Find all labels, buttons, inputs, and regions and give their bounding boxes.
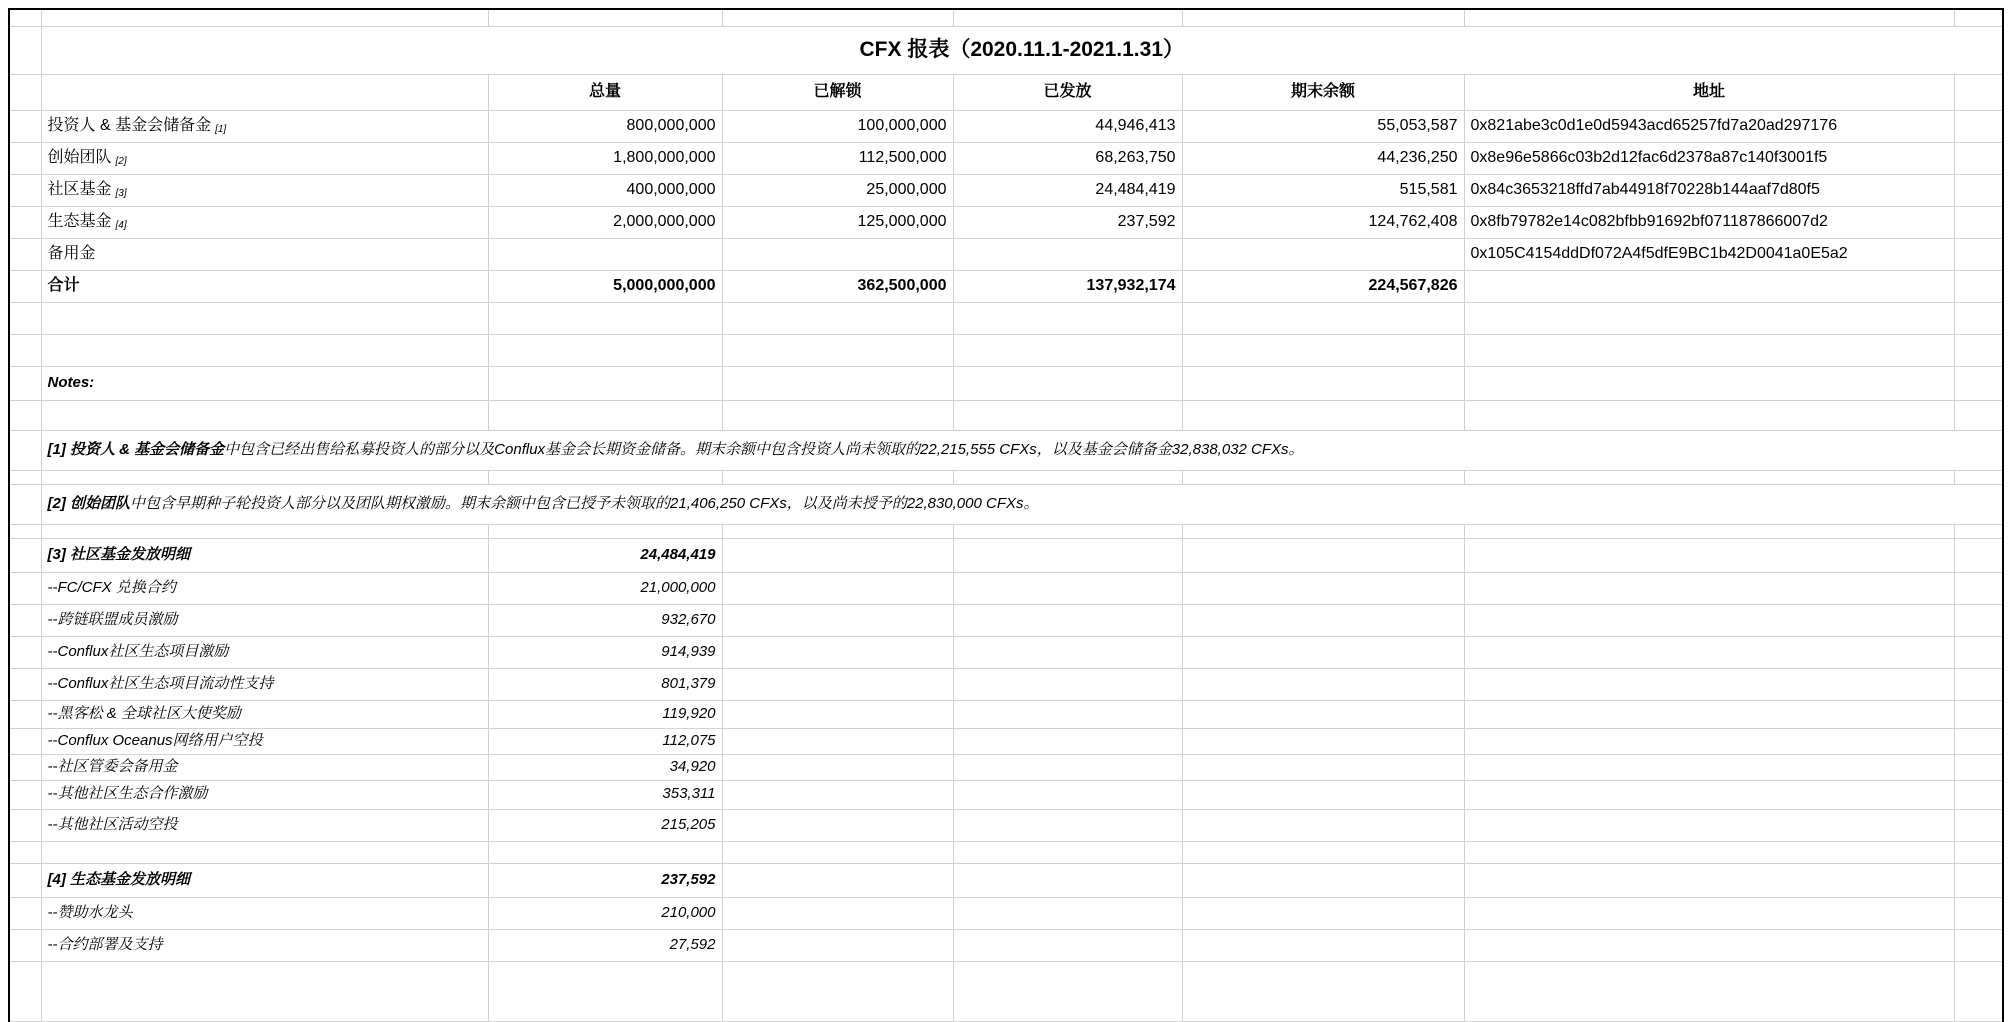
grid-cell [488, 366, 722, 400]
grid-cell [488, 470, 722, 484]
table-row [10, 206, 2002, 238]
grid-cell [1954, 10, 2002, 26]
grid-cell [1954, 174, 2002, 206]
grid-cell [10, 841, 41, 863]
grid-cell [1464, 470, 1954, 484]
grid-cell [1954, 897, 2002, 929]
footnote-marker: [4] [115, 220, 127, 232]
grid-cell [722, 10, 953, 26]
grid-cell [488, 400, 722, 430]
detail-value: 112,075 [488, 728, 722, 754]
grid-cell [722, 334, 953, 366]
page-title: CFX 报表（2020.11.1-2021.1.31） [41, 26, 2002, 74]
grid-cell [722, 538, 953, 572]
footnote-bold-prefix: [1] 投资人 & 基金会储备金 [47, 440, 225, 458]
detail-row [10, 604, 2002, 636]
empty-row [10, 524, 2002, 538]
grid-cell [41, 841, 488, 863]
grid-cell [10, 604, 41, 636]
ending-balance-cell: 55,053,587 [1182, 110, 1464, 142]
grid-cell [41, 524, 488, 538]
grid-cell [953, 668, 1182, 700]
detail-row [10, 572, 2002, 604]
grid-cell [953, 400, 1182, 430]
grid-cell [953, 780, 1182, 809]
detail-row [10, 700, 2002, 728]
grid-cell [1182, 538, 1464, 572]
grid-cell [953, 538, 1182, 572]
grid-cell [1954, 334, 2002, 366]
grid-cell [953, 929, 1182, 961]
released-cell: 237,592 [953, 206, 1182, 238]
grid-cell [1182, 524, 1464, 538]
detail-label: --其他社区活动空投 [41, 809, 488, 841]
grid-cell [1182, 572, 1464, 604]
grid-cell [1954, 238, 2002, 270]
grid-cell [953, 863, 1182, 897]
grid-cell [953, 809, 1182, 841]
grid-cell [10, 430, 41, 470]
detail-row [10, 780, 2002, 809]
total-row [10, 270, 2002, 302]
grid-cell [1954, 604, 2002, 636]
grid-cell [722, 863, 953, 897]
section-total: 24,484,419 [488, 538, 722, 572]
grid-cell [1954, 961, 2002, 1021]
row-label-cell [41, 206, 488, 238]
grid-cell [1182, 863, 1464, 897]
title-row [10, 26, 2002, 74]
detail-row [10, 897, 2002, 929]
detail-value: 21,000,000 [488, 572, 722, 604]
grid-cell [953, 572, 1182, 604]
grid-cell [10, 668, 41, 700]
grid-cell [722, 809, 953, 841]
grid-cell [1954, 636, 2002, 668]
grid-cell [722, 366, 953, 400]
grid-cell [10, 863, 41, 897]
released-cell: 24,484,419 [953, 174, 1182, 206]
grid-cell [1464, 366, 1954, 400]
grid-cell [1464, 572, 1954, 604]
grid-cell [1464, 400, 1954, 430]
grid-cell [1464, 524, 1954, 538]
footnote-bold-prefix: [2] 创始团队 [47, 494, 131, 512]
grid-cell [10, 400, 41, 430]
row-label-cell [41, 270, 488, 302]
detail-label: --Conflux社区生态项目流动性支持 [41, 668, 488, 700]
grid-cell [10, 754, 41, 780]
table-row [10, 110, 2002, 142]
grid-cell [10, 538, 41, 572]
grid-cell [1954, 754, 2002, 780]
grid-cell [10, 572, 41, 604]
report-table [10, 10, 2002, 1022]
grid-cell [41, 74, 488, 110]
grid-cell [1182, 470, 1464, 484]
grid-cell [722, 668, 953, 700]
grid-cell [10, 470, 41, 484]
grid-cell [1182, 334, 1464, 366]
grid-cell [10, 484, 41, 524]
section-header-row [10, 538, 2002, 572]
grid-cell [10, 26, 41, 74]
grid-cell [953, 334, 1182, 366]
grid-cell [953, 841, 1182, 863]
grid-cell [1182, 929, 1464, 961]
grid-cell [10, 366, 41, 400]
grid-cell [953, 10, 1182, 26]
grid-cell [1464, 841, 1954, 863]
grid-cell [10, 700, 41, 728]
detail-row [10, 929, 2002, 961]
table-row [10, 142, 2002, 174]
detail-label: --赞助水龙头 [41, 897, 488, 929]
grid-cell [1182, 897, 1464, 929]
grid-cell [488, 334, 722, 366]
spreadsheet [8, 8, 2004, 1022]
grid-cell [1954, 728, 2002, 754]
grid-cell [722, 302, 953, 334]
grid-cell [10, 809, 41, 841]
empty-row [10, 841, 2002, 863]
detail-value: 932,670 [488, 604, 722, 636]
grid-cell [488, 10, 722, 26]
footnote-1 [41, 430, 2002, 470]
unlocked-cell: 25,000,000 [722, 174, 953, 206]
detail-row [10, 809, 2002, 841]
grid-cell [1954, 780, 2002, 809]
grid-cell [1182, 728, 1464, 754]
grid-cell [1464, 809, 1954, 841]
grid-cell [1954, 841, 2002, 863]
released-cell: 137,932,174 [953, 270, 1182, 302]
footnote-row [10, 430, 2002, 470]
grid-cell [488, 841, 722, 863]
grid-cell [1954, 524, 2002, 538]
grid-cell [1954, 142, 2002, 174]
grid-cell [953, 897, 1182, 929]
section-header: [3] 社区基金发放明细 [41, 538, 488, 572]
total-cell: 1,800,000,000 [488, 142, 722, 174]
grid-cell [41, 302, 488, 334]
detail-row [10, 728, 2002, 754]
grid-cell [722, 841, 953, 863]
detail-label: --其他社区生态合作激励 [41, 780, 488, 809]
grid-cell [953, 700, 1182, 728]
empty-row [10, 470, 2002, 484]
grid-cell [1182, 302, 1464, 334]
grid-cell [1464, 604, 1954, 636]
grid-cell [1464, 754, 1954, 780]
detail-label: --合约部署及支持 [41, 929, 488, 961]
grid-cell [41, 334, 488, 366]
grid-cell [488, 524, 722, 538]
row-label: 社区基金 [47, 181, 112, 199]
grid-cell [1182, 604, 1464, 636]
ending-balance-cell: 124,762,408 [1182, 206, 1464, 238]
footnote-text: 中包含已经出售给私募投资人的部分以及Conflux基金会长期资金储备。期末余额中包含投资人尚未领取的22,215,555 CFXs，以及基金会储备金32,838,032 CFXs。 [224, 440, 1304, 458]
detail-row [10, 636, 2002, 668]
col-header-total: 总量 [488, 74, 722, 110]
grid-cell [10, 174, 41, 206]
total-cell: 5,000,000,000 [488, 270, 722, 302]
released-cell: 68,263,750 [953, 142, 1182, 174]
grid-cell [953, 604, 1182, 636]
grid-cell [1464, 961, 1954, 1021]
grid-cell [10, 206, 41, 238]
grid-cell [1464, 334, 1954, 366]
grid-cell [10, 74, 41, 110]
grid-cell [1464, 929, 1954, 961]
row-label: 创始团队 [47, 149, 112, 167]
grid-cell [10, 334, 41, 366]
grid-cell [1954, 929, 2002, 961]
grid-cell [1954, 863, 2002, 897]
grid-cell [1954, 400, 2002, 430]
unlocked-cell: 362,500,000 [722, 270, 953, 302]
empty-row [10, 961, 2002, 1021]
grid-cell [1954, 668, 2002, 700]
grid-cell [722, 700, 953, 728]
grid-cell [1182, 10, 1464, 26]
row-label-cell [41, 142, 488, 174]
detail-value: 27,592 [488, 929, 722, 961]
unlocked-cell: 100,000,000 [722, 110, 953, 142]
grid-cell [488, 961, 722, 1021]
grid-cell [1182, 366, 1464, 400]
footnote-row [10, 484, 2002, 524]
grid-cell [1464, 780, 1954, 809]
grid-cell [722, 524, 953, 538]
section-header: [4] 生态基金发放明细 [41, 863, 488, 897]
total-cell: 2,000,000,000 [488, 206, 722, 238]
released-cell [953, 238, 1182, 270]
detail-label: --社区管委会备用金 [41, 754, 488, 780]
grid-cell [10, 270, 41, 302]
grid-cell [1954, 809, 2002, 841]
col-header-address: 地址 [1464, 74, 1954, 110]
grid-cell [10, 10, 41, 26]
grid-cell [1954, 302, 2002, 334]
grid-cell [953, 302, 1182, 334]
grid-cell [1182, 841, 1464, 863]
col-header-ending-balance: 期末余额 [1182, 74, 1464, 110]
address-cell: 0x8fb79782e14c082bfbb91692bf071187866007d2 [1464, 206, 1954, 238]
grid-cell [953, 636, 1182, 668]
grid-cell [953, 961, 1182, 1021]
grid-cell [953, 754, 1182, 780]
grid-cell [722, 929, 953, 961]
released-cell: 44,946,413 [953, 110, 1182, 142]
grid-cell [10, 961, 41, 1021]
empty-row [10, 334, 2002, 366]
grid-cell [1464, 863, 1954, 897]
grid-cell [10, 897, 41, 929]
total-cell: 400,000,000 [488, 174, 722, 206]
row-label: 投资人 & 基金会储备金 [47, 117, 212, 135]
grid-cell [10, 728, 41, 754]
unlocked-cell: 125,000,000 [722, 206, 953, 238]
grid-cell [953, 470, 1182, 484]
grid-cell [1182, 636, 1464, 668]
grid-cell [10, 636, 41, 668]
grid-cell [1182, 780, 1464, 809]
grid-cell [722, 897, 953, 929]
detail-label: --Conflux社区生态项目激励 [41, 636, 488, 668]
ending-balance-cell [1182, 238, 1464, 270]
grid-cell [1954, 74, 2002, 110]
row-label-cell [41, 238, 488, 270]
grid-cell [1954, 270, 2002, 302]
grid-cell [722, 780, 953, 809]
notes-row [10, 366, 2002, 400]
detail-value: 353,311 [488, 780, 722, 809]
detail-value: 215,205 [488, 809, 722, 841]
grid-cell [1954, 110, 2002, 142]
unlocked-cell [722, 238, 953, 270]
detail-label: --Conflux Oceanus网络用户空投 [41, 728, 488, 754]
address-cell [1464, 270, 1954, 302]
notes-label: Notes: [41, 366, 488, 400]
ending-balance-cell: 515,581 [1182, 174, 1464, 206]
empty-row [10, 10, 2002, 26]
grid-cell [41, 10, 488, 26]
grid-cell [10, 110, 41, 142]
grid-cell [1954, 572, 2002, 604]
unlocked-cell: 112,500,000 [722, 142, 953, 174]
grid-cell [1464, 700, 1954, 728]
grid-cell [1954, 470, 2002, 484]
grid-cell [10, 142, 41, 174]
detail-value: 801,379 [488, 668, 722, 700]
address-cell: 0x105C4154ddDf072A4f5dfE9BC1b42D0041a0E5a2 [1464, 238, 1954, 270]
grid-cell [1182, 400, 1464, 430]
grid-cell [10, 929, 41, 961]
grid-cell [10, 524, 41, 538]
grid-cell [1464, 668, 1954, 700]
grid-cell [41, 961, 488, 1021]
footnote-2 [41, 484, 2002, 524]
footnote-text: 中包含早期种子轮投资人部分以及团队期权激励。期末余额中包含已授予未领取的21,406,250 CFXs，以及尚未授予的22,830,000 CFXs。 [130, 494, 1039, 512]
row-label-cell [41, 110, 488, 142]
grid-cell [1182, 668, 1464, 700]
footnote-marker: [1] [215, 124, 227, 136]
grid-cell [10, 302, 41, 334]
detail-value: 210,000 [488, 897, 722, 929]
grid-cell [1464, 897, 1954, 929]
detail-label: --黑客松 & 全球社区大使奖励 [41, 700, 488, 728]
footnote-marker: [2] [115, 156, 127, 168]
grid-cell [10, 238, 41, 270]
grid-cell [953, 366, 1182, 400]
detail-value: 119,920 [488, 700, 722, 728]
total-cell [488, 238, 722, 270]
table-row [10, 174, 2002, 206]
grid-cell [953, 728, 1182, 754]
grid-cell [722, 961, 953, 1021]
col-header-unlocked: 已解锁 [722, 74, 953, 110]
grid-cell [488, 302, 722, 334]
footnote-marker: [3] [115, 188, 127, 200]
detail-value: 914,939 [488, 636, 722, 668]
row-label-cell [41, 174, 488, 206]
detail-row [10, 668, 2002, 700]
grid-cell [41, 400, 488, 430]
address-cell: 0x8e96e5866c03b2d12fac6d2378a87c140f3001f5 [1464, 142, 1954, 174]
grid-cell [722, 728, 953, 754]
grid-cell [1464, 10, 1954, 26]
grid-cell [1464, 728, 1954, 754]
ending-balance-cell: 224,567,826 [1182, 270, 1464, 302]
total-cell: 800,000,000 [488, 110, 722, 142]
grid-cell [1182, 809, 1464, 841]
grid-cell [41, 470, 488, 484]
grid-cell [1182, 754, 1464, 780]
grid-cell [722, 636, 953, 668]
grid-cell [1954, 700, 2002, 728]
ending-balance-cell: 44,236,250 [1182, 142, 1464, 174]
detail-row [10, 754, 2002, 780]
detail-value: 34,920 [488, 754, 722, 780]
grid-cell [1954, 206, 2002, 238]
grid-cell [953, 524, 1182, 538]
grid-cell [1182, 700, 1464, 728]
grid-cell [722, 604, 953, 636]
table-row [10, 238, 2002, 270]
grid-cell [722, 470, 953, 484]
grid-cell [1954, 366, 2002, 400]
grid-cell [10, 780, 41, 809]
row-label: 生态基金 [47, 213, 112, 231]
detail-label: --FC/CFX 兑换合约 [41, 572, 488, 604]
grid-cell [1464, 636, 1954, 668]
grid-cell [1954, 538, 2002, 572]
address-cell: 0x84c3653218ffd7ab44918f70228b144aaf7d80f5 [1464, 174, 1954, 206]
address-cell: 0x821abe3c0d1e0d5943acd65257fd7a20ad297176 [1464, 110, 1954, 142]
empty-row [10, 302, 2002, 334]
grid-cell [1182, 961, 1464, 1021]
row-label: 备用金 [47, 245, 96, 263]
row-label: 合计 [47, 277, 80, 295]
grid-cell [1464, 302, 1954, 334]
grid-cell [1464, 538, 1954, 572]
grid-cell [722, 400, 953, 430]
section-total: 237,592 [488, 863, 722, 897]
col-header-released: 已发放 [953, 74, 1182, 110]
grid-cell [722, 572, 953, 604]
section-header-row [10, 863, 2002, 897]
header-row [10, 74, 2002, 110]
grid-cell [722, 754, 953, 780]
empty-row [10, 400, 2002, 430]
detail-label: --跨链联盟成员激励 [41, 604, 488, 636]
